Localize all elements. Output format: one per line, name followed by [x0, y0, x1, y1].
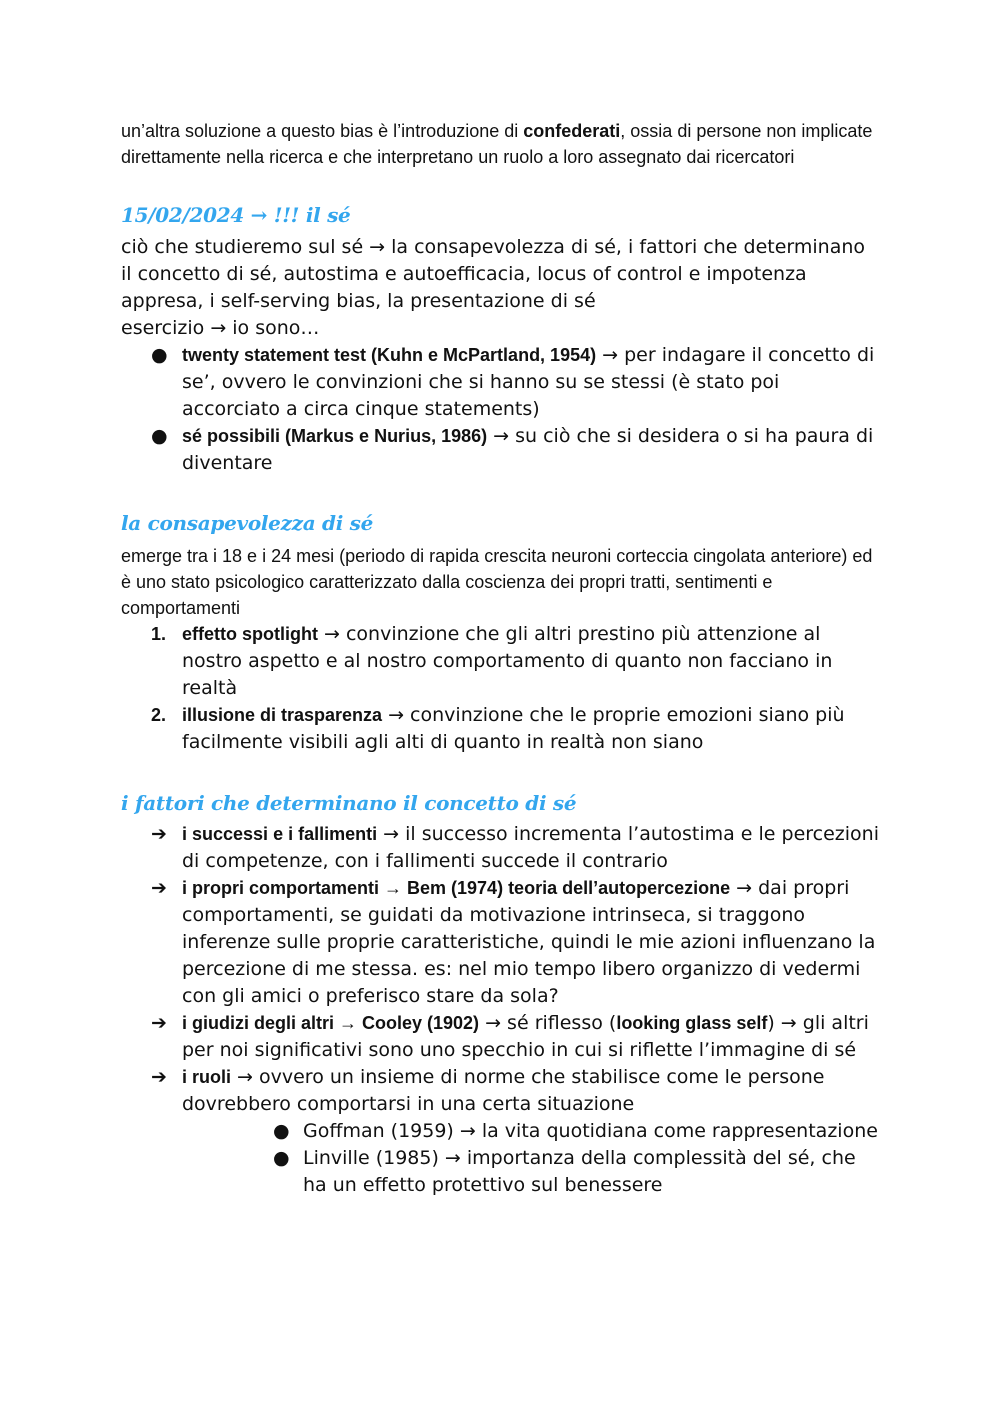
list-item-bold: i giudizi degli altri → Cooley (1902) — [182, 1013, 480, 1033]
list-item-bold-term: looking glass self — [616, 1013, 768, 1033]
arrow-marker: ➔ — [151, 823, 167, 845]
list-item-bold: i propri comportamenti → Bem (1974) teoria dell’autopercezione — [182, 878, 731, 898]
list-item — [121, 1010, 881, 1064]
list-item-bold: i ruoli — [182, 1067, 231, 1087]
bullet-marker: ● — [273, 1147, 290, 1169]
list-item-bold: twenty statement test (Kuhn e McPartland, 1954) — [182, 345, 597, 365]
list-item-text: → il successo incrementa l’autostima e le percezioni di competenze, con i fallimenti succede il contrario — [182, 823, 880, 872]
list-item — [121, 621, 881, 702]
list-item-bold: sé possibili (Markus e Nurius, 1986) — [182, 426, 488, 446]
section2-numbered-list — [121, 621, 881, 756]
bullet-marker: ● — [151, 425, 168, 447]
section3-sub-list — [121, 1118, 881, 1199]
list-item-text: → sé riflesso ( — [479, 1012, 617, 1034]
number-marker: 2. — [151, 705, 167, 725]
intro-text: un’altra soluzione a questo bias è l’introduzione di — [121, 121, 524, 141]
intro-paragraph — [121, 118, 881, 170]
list-item-text: Goffman (1959) → la vita quotidiana come rappresentazione — [303, 1120, 878, 1142]
list-item — [121, 342, 881, 423]
list-item-text: ) → gli altri per noi significativi sono uno specchio in cui si riflette l’immagine di sé — [182, 1012, 869, 1061]
list-item-text: Linville (1985) → importanza della complessità del sé, che ha un effetto protettivo sul benessere — [303, 1147, 856, 1196]
list-item-text: → dai propri comportamenti, se guidati da motivazione intrinseca, si traggono inferenze sulle proprie caratteristiche, quindi le mie azioni influenzano la percezione di me stessa. es: nel mio tempo libero organizzo di vedermi con gli amici o preferisco stare da sola? — [182, 877, 876, 1007]
list-item — [121, 1064, 881, 1118]
list-item-bold: effetto spotlight — [182, 624, 318, 644]
list-item — [121, 875, 881, 1010]
section1-paragraph: ciò che studieremo sul sé → la consapevolezza di sé, i fattori che determinano il concetto di sé, autostima e autoefficacia, locus of control e impotenza appresa, i self-serving bias, la presentazione di sé — [121, 236, 866, 312]
document-page — [121, 118, 881, 1199]
heading-il-se: 15/02/2024 → !!! il sé — [121, 203, 351, 227]
heading-consapevolezza: la consapevolezza di sé — [121, 511, 374, 535]
heading-fattori: i fattori che determinano il concetto di sé — [121, 791, 577, 815]
list-item — [121, 821, 881, 875]
arrow-marker: ➔ — [151, 1012, 167, 1034]
intro-text-end: , ossia di persone non implicate direttamente nella ricerca e che interpretano un ruolo a loro assegnato dai ricercatori — [121, 121, 873, 167]
arrow-marker: ➔ — [151, 877, 167, 899]
list-item-bold: illusione di trasparenza — [182, 705, 383, 725]
section2-paragraph: emerge tra i 18 e i 24 mesi (periodo di rapida crescita neuroni corteccia cingolata anteriore) ed è uno stato psicologico caratterizzato dalla coscienza dei propri tratti, sentimenti e comportamenti — [121, 546, 873, 618]
section3-arrow-list — [121, 821, 881, 1118]
list-item-bold: i successi e i fallimenti — [182, 824, 378, 844]
list-item-text: → ovvero un insieme di norme che stabilisce come le persone dovrebbero comportarsi in una certa situazione — [182, 1066, 825, 1115]
list-item — [121, 1118, 881, 1145]
list-item-text: → per indagare il concetto di se’, ovvero le convinzioni che si hanno su se stessi (è stato poi accorciato a circa cinque statements) — [182, 344, 875, 420]
bullet-marker: ● — [273, 1120, 290, 1142]
list-item — [121, 423, 881, 477]
list-item-text: → su ciò che si desidera o si ha paura di diventare — [182, 425, 874, 474]
list-item — [121, 702, 881, 756]
list-item-text: → convinzione che le proprie emozioni siano più facilmente visibili agli alti di quanto in realtà non siano — [182, 704, 845, 753]
section1-bullet-list — [121, 342, 881, 477]
section1-exercise: esercizio → io sono… — [121, 317, 320, 339]
list-item-text: → convinzione che gli altri prestino più attenzione al nostro aspetto e al nostro comportamento di quanto non facciano in realtà — [182, 623, 833, 699]
number-marker: 1. — [151, 624, 167, 644]
list-item — [121, 1145, 881, 1199]
bullet-marker: ● — [151, 344, 168, 366]
arrow-marker: ➔ — [151, 1066, 167, 1088]
intro-bold-term: confederati — [523, 121, 621, 141]
